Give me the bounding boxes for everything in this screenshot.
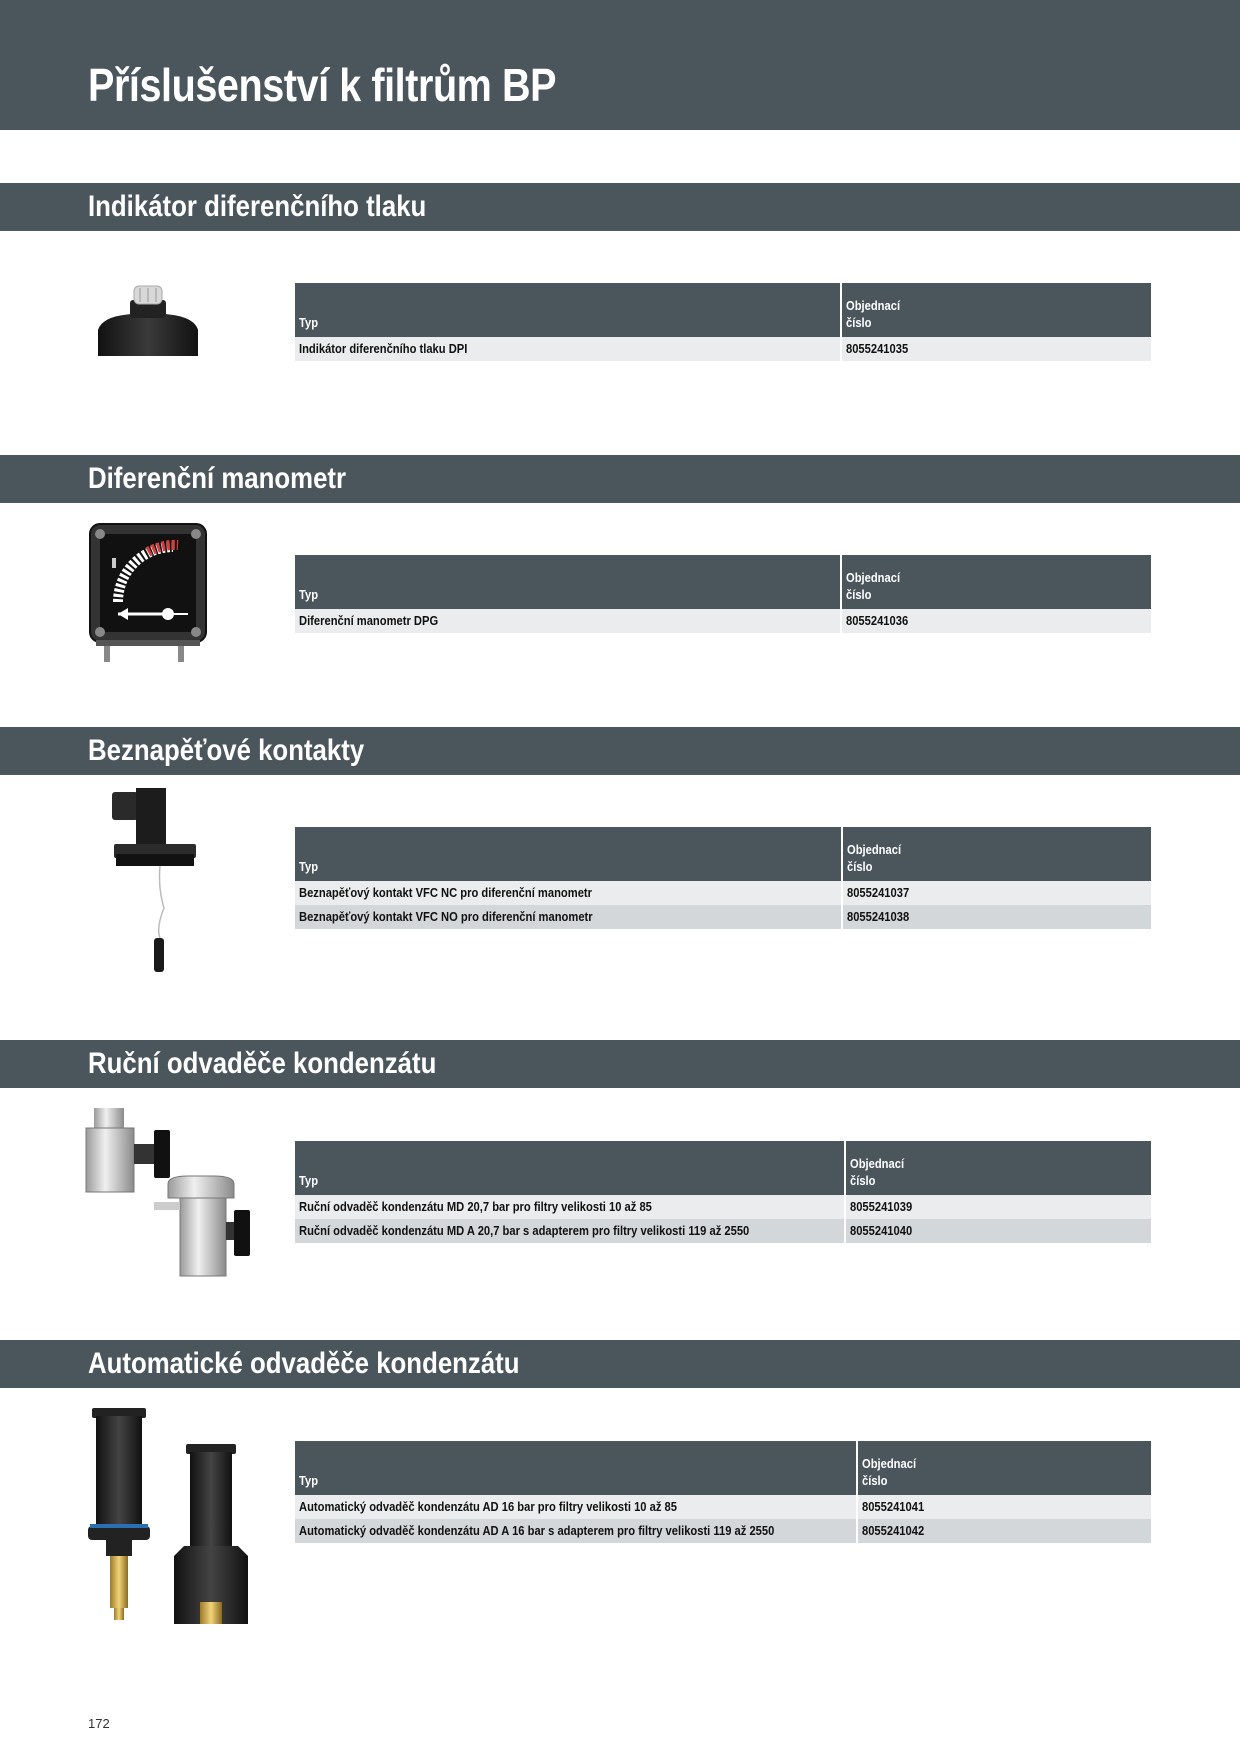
pressure-indicator-icon xyxy=(92,282,204,360)
header-order-number: Objednací číslo xyxy=(842,283,1151,337)
header-order-number: Objednací číslo xyxy=(842,555,1151,609)
table-header-row xyxy=(295,827,1151,881)
cell-type: Automatický odvaděč kondenzátu AD A 16 bar s adapterem pro filtry velikosti 119 až 2550 xyxy=(295,1519,858,1543)
header-type: Typ xyxy=(295,283,842,337)
table-row xyxy=(295,905,1151,929)
product-table xyxy=(295,555,1151,633)
header-order-number: Objednací číslo xyxy=(858,1441,1151,1495)
section-title: Beznapěťové kontakty xyxy=(88,734,365,767)
manual-drain-valve-icon xyxy=(84,1106,256,1280)
header-type: Typ xyxy=(295,1141,846,1195)
contact-switch-icon xyxy=(110,788,200,974)
product-table xyxy=(295,1141,1151,1243)
section-bar-contacts xyxy=(0,727,1240,775)
cell-order-number: 8055241036 xyxy=(842,609,1151,633)
table-row xyxy=(295,609,1151,633)
automatic-drain-icon xyxy=(84,1406,258,1626)
table-row xyxy=(295,1219,1151,1243)
cell-order-number: 8055241040 xyxy=(846,1219,1151,1243)
header-order-number: Objednací číslo xyxy=(843,827,1151,881)
cell-type: Ruční odvaděč kondenzátu MD A 20,7 bar s adapterem pro filtry velikosti 119 až 2550 xyxy=(295,1219,846,1243)
cell-order-number: 8055241035 xyxy=(842,337,1151,361)
cell-type: Automatický odvaděč kondenzátu AD 16 bar pro filtry velikosti 10 až 85 xyxy=(295,1495,858,1519)
table-header-row xyxy=(295,1141,1151,1195)
cell-order-number: 8055241042 xyxy=(858,1519,1151,1543)
section-bar-pressure-indicator xyxy=(0,183,1240,231)
cell-order-number: 8055241041 xyxy=(858,1495,1151,1519)
table-header-row xyxy=(295,283,1151,337)
section-title: Automatické odvaděče kondenzátu xyxy=(88,1347,520,1380)
product-table xyxy=(295,283,1151,361)
cell-type: Ruční odvaděč kondenzátu MD 20,7 bar pro filtry velikosti 10 až 85 xyxy=(295,1195,846,1219)
table-row xyxy=(295,1195,1151,1219)
section-bar-pressure-gauge xyxy=(0,455,1240,503)
table-row xyxy=(295,1495,1151,1519)
cell-type: Diferenční manometr DPG xyxy=(295,609,842,633)
section-title: Ruční odvaděče kondenzátu xyxy=(88,1047,437,1080)
section-title: Indikátor diferenčního tlaku xyxy=(88,190,427,223)
header-order-number: Objednací číslo xyxy=(846,1141,1151,1195)
page-header xyxy=(0,0,1240,130)
product-table xyxy=(295,827,1151,929)
pressure-gauge-icon xyxy=(88,522,208,664)
cell-type: Beznapěťový kontakt VFC NC pro diferenční manometr xyxy=(295,881,843,905)
section-bar-automatic-drains xyxy=(0,1340,1240,1388)
table-header-row xyxy=(295,555,1151,609)
page-title: Příslušenství k filtrům BP xyxy=(88,59,557,111)
header-type: Typ xyxy=(295,555,842,609)
product-table xyxy=(295,1441,1151,1543)
section-bar-manual-drains xyxy=(0,1040,1240,1088)
table-row xyxy=(295,1519,1151,1543)
table-row xyxy=(295,881,1151,905)
cell-order-number: 8055241037 xyxy=(843,881,1151,905)
cell-order-number: 8055241038 xyxy=(843,905,1151,929)
page-number: 172 xyxy=(88,1716,110,1731)
header-type: Typ xyxy=(295,827,843,881)
header-type: Typ xyxy=(295,1441,858,1495)
cell-type: Indikátor diferenčního tlaku DPI xyxy=(295,337,842,361)
section-title: Diferenční manometr xyxy=(88,462,347,495)
table-header-row xyxy=(295,1441,1151,1495)
table-row xyxy=(295,337,1151,361)
cell-type: Beznapěťový kontakt VFC NO pro diferenční manometr xyxy=(295,905,843,929)
cell-order-number: 8055241039 xyxy=(846,1195,1151,1219)
